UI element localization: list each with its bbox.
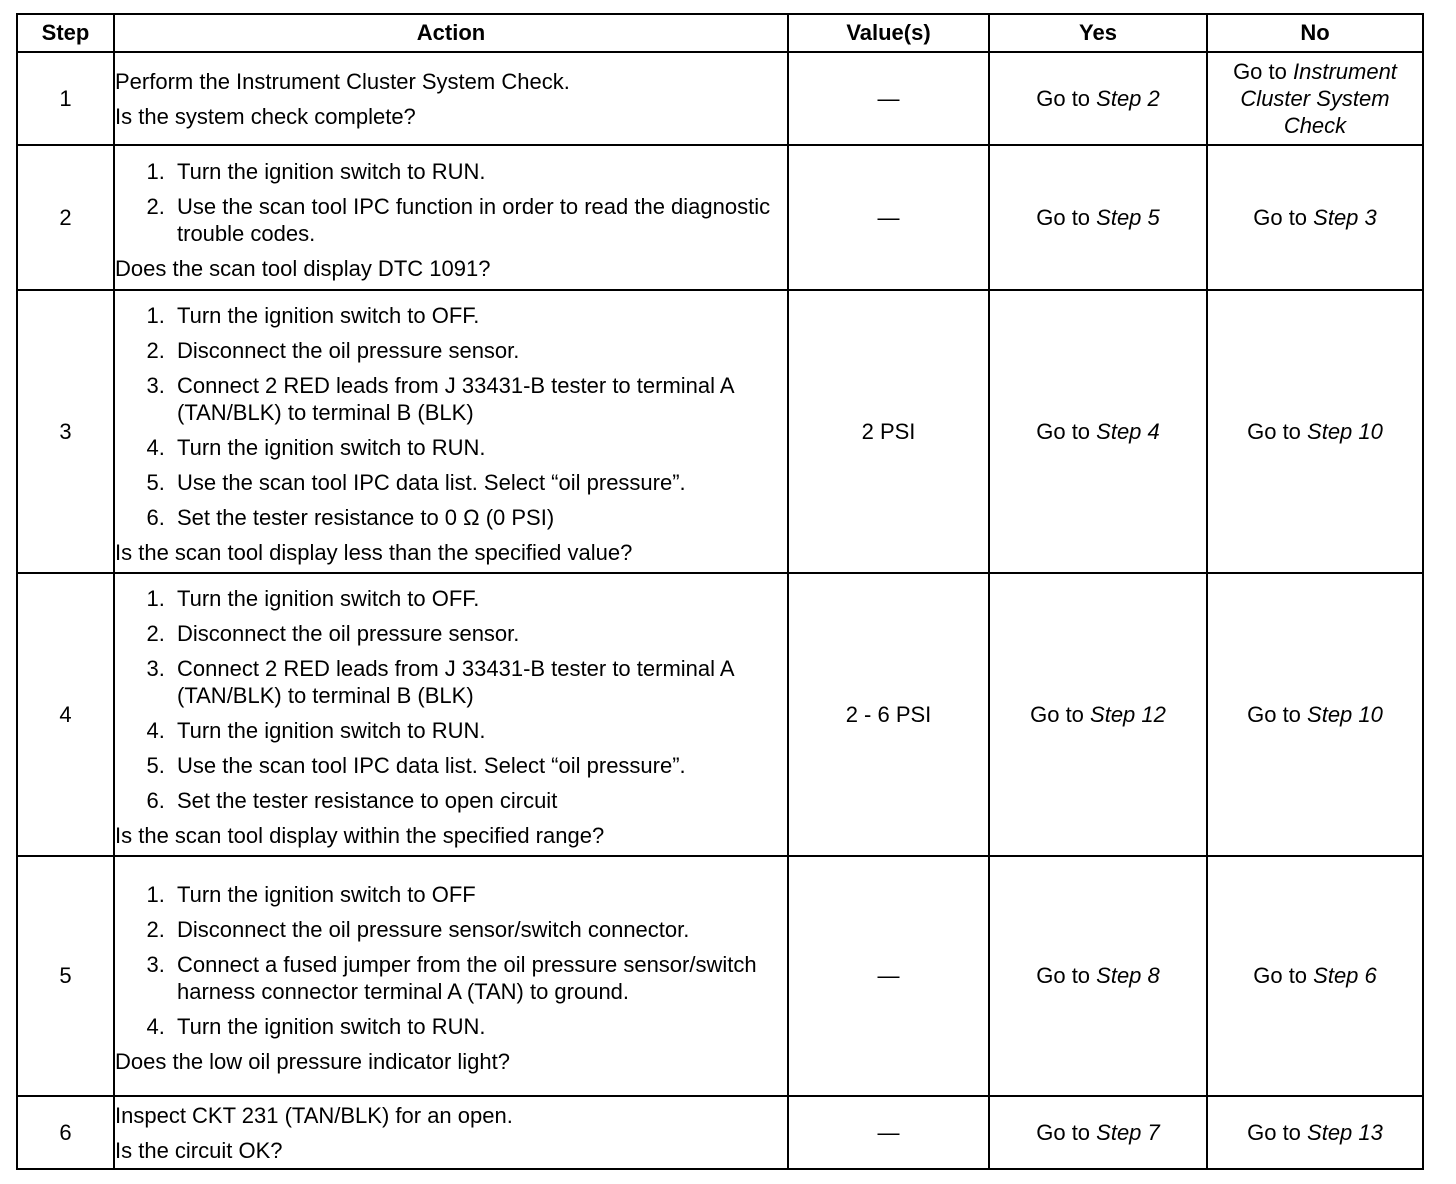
- value-cell: —: [788, 1096, 989, 1169]
- action-step: 3. Connect 2 RED leads from J 33431-B tester to terminal A (TAN/BLK) to terminal B (BLK): [171, 372, 787, 426]
- action-step: 2. Disconnect the oil pressure sensor.: [171, 337, 787, 364]
- yes-goto-prefix: Go to: [1036, 85, 1097, 111]
- yes-goto-link[interactable]: Step 7: [1096, 1119, 1160, 1145]
- step-number: 3: [17, 290, 114, 573]
- action-question: Is the circuit OK?: [115, 1137, 283, 1163]
- header-yes: Yes: [989, 14, 1207, 52]
- action-step: 1. Turn the ignition switch to RUN.: [171, 158, 787, 185]
- step-number: 5: [17, 856, 114, 1096]
- no-cell: [1207, 573, 1423, 856]
- yes-cell: [989, 290, 1207, 573]
- value-cell: —: [788, 856, 989, 1096]
- no-goto-prefix: Go to: [1247, 1119, 1308, 1145]
- table-row: [17, 145, 1423, 290]
- no-goto-prefix: Go to: [1253, 963, 1314, 988]
- action-cell: [114, 856, 788, 1096]
- action-cell: [114, 290, 788, 573]
- action-step: 2. Disconnect the oil pressure sensor.: [171, 620, 787, 647]
- action-step: 3. Connect a fused jumper from the oil pressure sensor/switch harness connector terminal A (TAN) to ground.: [171, 951, 787, 1005]
- no-cell: [1207, 145, 1423, 290]
- no-goto-link[interactable]: Step 13: [1307, 1119, 1383, 1145]
- yes-goto-link[interactable]: Step 12: [1090, 701, 1166, 727]
- yes-goto-link[interactable]: Step 4: [1096, 418, 1160, 444]
- action-step: 5. Use the scan tool IPC data list. Select “oil pressure”.: [171, 752, 787, 779]
- action-step: 3. Connect 2 RED leads from J 33431-B tester to terminal A (TAN/BLK) to terminal B (BLK): [171, 655, 787, 709]
- yes-goto-prefix: Go to: [1030, 701, 1091, 727]
- action-text: Perform the Instrument Cluster System Check.: [115, 68, 570, 94]
- yes-goto-link[interactable]: Step 5: [1096, 204, 1160, 230]
- action-step: 4. Turn the ignition switch to RUN.: [171, 717, 787, 744]
- no-goto-prefix: Go to: [1247, 701, 1308, 727]
- action-question: Does the scan tool display DTC 1091?: [115, 255, 491, 281]
- value-cell: —: [788, 145, 989, 290]
- value-cell: —: [788, 52, 989, 145]
- action-question: Is the scan tool display within the specified range?: [115, 822, 605, 848]
- action-steps-list: [115, 158, 787, 247]
- header-values: Value(s): [788, 14, 989, 52]
- action-question: Is the scan tool display less than the specified value?: [115, 539, 633, 565]
- no-goto-prefix: Go to: [1247, 418, 1308, 444]
- action-text: Inspect CKT 231 (TAN/BLK) for an open.: [115, 1102, 513, 1128]
- action-steps-list: [115, 585, 787, 814]
- action-step: 2. Use the scan tool IPC function in order to read the diagnostic trouble codes.: [171, 193, 787, 247]
- no-goto-link[interactable]: Instrument Cluster System Check: [1240, 59, 1397, 138]
- value-cell: 2 - 6 PSI: [788, 573, 989, 856]
- no-cell: [1207, 856, 1423, 1096]
- step-number: 2: [17, 145, 114, 290]
- no-goto-prefix: Go to: [1233, 59, 1293, 84]
- no-goto-link[interactable]: Step 3: [1313, 204, 1377, 230]
- no-cell: [1207, 290, 1423, 573]
- action-step: 4. Turn the ignition switch to RUN.: [171, 434, 787, 461]
- step-number: 1: [17, 52, 114, 145]
- action-step: 2. Disconnect the oil pressure sensor/switch connector.: [171, 916, 787, 943]
- no-cell: [1207, 52, 1423, 145]
- action-step: 1. Turn the ignition switch to OFF.: [171, 585, 787, 612]
- yes-cell: [989, 573, 1207, 856]
- action-step: 4. Turn the ignition switch to RUN.: [171, 1013, 787, 1040]
- yes-cell: [989, 52, 1207, 145]
- yes-goto-prefix: Go to: [1036, 418, 1097, 444]
- table-row: [17, 52, 1423, 145]
- no-goto-prefix: Go to: [1253, 204, 1314, 230]
- yes-goto-link[interactable]: Step 2: [1096, 85, 1160, 111]
- action-step: 1. Turn the ignition switch to OFF: [171, 881, 787, 908]
- action-step: 5. Use the scan tool IPC data list. Select “oil pressure”.: [171, 469, 787, 496]
- header-no: No: [1207, 14, 1423, 52]
- yes-goto-prefix: Go to: [1036, 963, 1097, 988]
- action-cell: [114, 1096, 788, 1169]
- step-number: 6: [17, 1096, 114, 1169]
- action-steps-list: [115, 881, 787, 1040]
- yes-goto-prefix: Go to: [1036, 204, 1097, 230]
- action-question: Does the low oil pressure indicator light?: [115, 1049, 510, 1074]
- action-step: 6. Set the tester resistance to open circuit: [171, 787, 787, 814]
- action-cell: [114, 145, 788, 290]
- table-row: [17, 856, 1423, 1096]
- action-steps-list: [115, 302, 787, 531]
- header-row: [17, 14, 1423, 52]
- no-goto-link[interactable]: Step 6: [1313, 963, 1377, 988]
- yes-cell: [989, 856, 1207, 1096]
- action-step: 6. Set the tester resistance to 0 Ω (0 PSI): [171, 504, 787, 531]
- action-question: Is the system check complete?: [115, 103, 416, 129]
- yes-cell: [989, 1096, 1207, 1169]
- yes-goto-prefix: Go to: [1036, 1119, 1097, 1145]
- header-action: Action: [114, 14, 788, 52]
- no-goto-link[interactable]: Step 10: [1307, 701, 1383, 727]
- action-cell: [114, 573, 788, 856]
- value-cell: 2 PSI: [788, 290, 989, 573]
- no-goto-link[interactable]: Step 10: [1307, 418, 1383, 444]
- diagnostic-table: [16, 13, 1424, 1170]
- action-cell: [114, 52, 788, 145]
- step-number: 4: [17, 573, 114, 856]
- no-cell: [1207, 1096, 1423, 1169]
- table-row: [17, 290, 1423, 573]
- header-step: Step: [17, 14, 114, 52]
- action-step: 1. Turn the ignition switch to OFF.: [171, 302, 787, 329]
- yes-cell: [989, 145, 1207, 290]
- table-row: [17, 1096, 1423, 1169]
- yes-goto-link[interactable]: Step 8: [1096, 963, 1160, 988]
- table-row: [17, 573, 1423, 856]
